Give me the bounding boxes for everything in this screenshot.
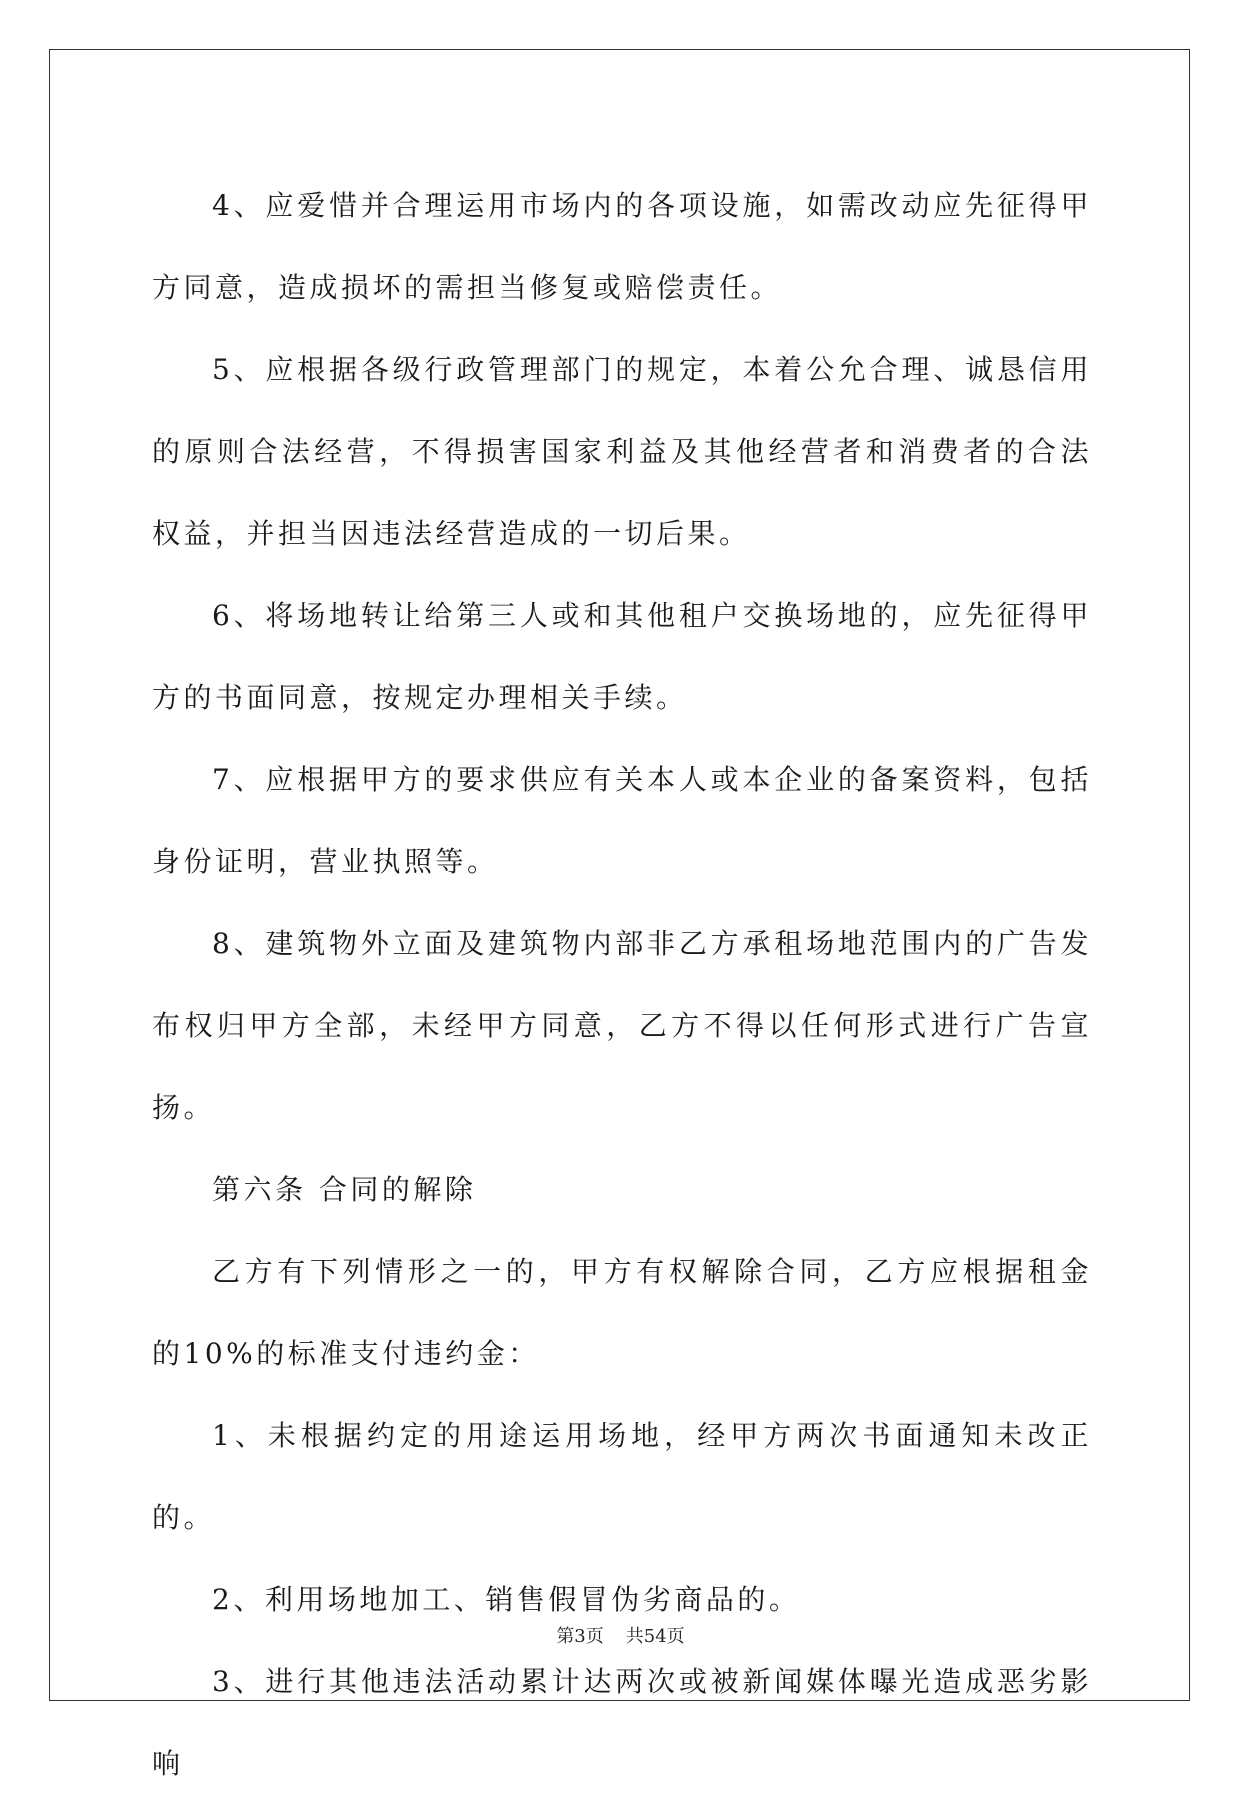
clause-6: 6、将场地转让给第三人或和其他租户交换场地的，应先征得甲方的书面同意，按规定办理相关手续。 <box>152 599 1092 714</box>
clause-4: 4、应爱惜并合理运用市场内的各项设施，如需改动应先征得甲方同意，造成损坏的需担当修复或赔偿责任。 <box>152 189 1092 304</box>
clause-5: 5、应根据各级行政管理部门的规定，本着公允合理、诚恳信用的原则合法经营，不得损害国家利益及其他经营者和消费者的合法权益，并担当因违法经营造成的一切后果。 <box>152 353 1092 550</box>
document-body <box>152 165 1092 1805</box>
clause-8: 8、建筑物外立面及建筑物内部非乙方承租场地范围内的广告发布权归甲方全部，未经甲方同意，乙方不得以任何形式进行广告宣扬。 <box>152 927 1092 1124</box>
termination-item-1: 1、未根据约定的用途运用场地，经甲方两次书面通知未改正的。 <box>152 1419 1092 1534</box>
page-number: 第3页 <box>556 1626 604 1647</box>
section-heading: 第六条 合同的解除 <box>212 1173 477 1206</box>
page-footer <box>0 1622 1241 1648</box>
clause-7: 7、应根据甲方的要求供应有关本人或本企业的备案资料，包括身份证明，营业执照等。 <box>152 763 1092 878</box>
page-total: 共54页 <box>625 1626 685 1647</box>
termination-item-3: 3、进行其他违法活动累计达两次或被新闻媒体曝光造成恶劣影响 <box>152 1665 1092 1780</box>
termination-intro: 乙方有下列情形之一的，甲方有权解除合同，乙方应根据租金的10%的标准支付违约金： <box>152 1255 1092 1370</box>
termination-item-2: 2、利用场地加工、销售假冒伪劣商品的。 <box>212 1583 801 1616</box>
